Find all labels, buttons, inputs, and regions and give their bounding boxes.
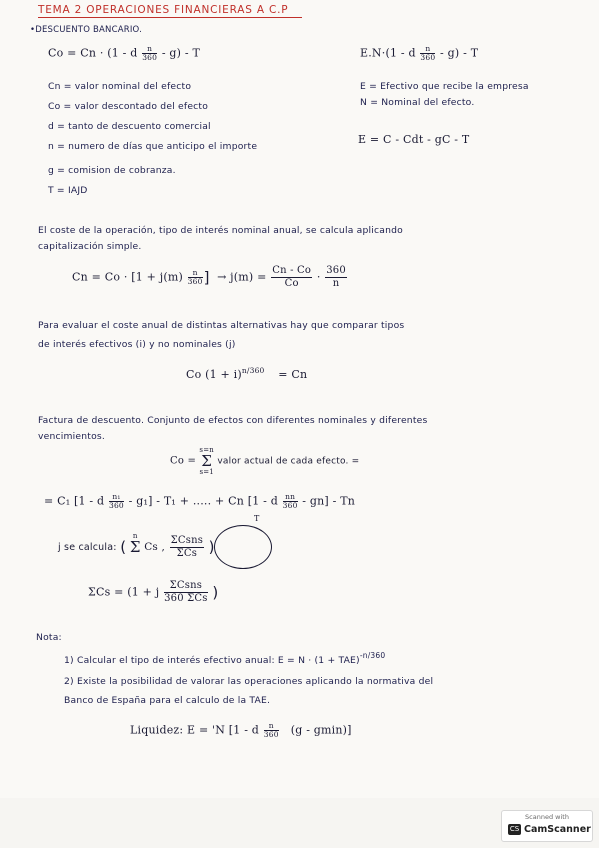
evaluar-paragraph-line2: de interés efectivos (i) y no nominales (j): [38, 339, 236, 350]
formula-liquidez: Liquidez: E = 'N [1 - d $\frac{n}{360}$ (g - gmin)]: [130, 721, 352, 739]
definition-t: T = IAJD: [48, 185, 88, 196]
definition-e: E = Efectivo que recibe la empresa: [360, 81, 529, 92]
definition-nominal: N = Nominal del efecto.: [360, 97, 475, 108]
section-heading-descuento: •DESCUENTO BANCARIO.: [30, 25, 143, 35]
factura-paragraph-line1: Factura de descuento. Conjunto de efectos con diferentes nominales y diferentes: [38, 415, 428, 426]
formula-co-sum: Co = s=n Σ s=1 valor actual de cada efecto. =: [170, 446, 360, 476]
formula-e-expanded: E = C - Cdt - gC - T: [358, 133, 470, 146]
scanned-with-label: Scanned with: [525, 813, 569, 821]
definition-g: g = comision de cobranza.: [48, 165, 176, 176]
factura-paragraph-line2: vencimientos.: [38, 431, 106, 442]
definition-cn: Cn = valor nominal del efecto: [48, 81, 192, 92]
nota-item-2-line1: 2) Existe la posibilidad de valorar las operaciones aplicando la normativa del: [64, 676, 434, 687]
page-title: TEMA 2 OPERACIONES FINANCIERAS A C.P: [38, 4, 289, 16]
t-mark: T: [254, 514, 260, 523]
coste-paragraph-line2: capitalización simple.: [38, 241, 142, 252]
formula-co-expanded: = C₁ [1 - d $\frac{\text{n₁}}{360}$ - g₁] - T₁ + ..... + Cn [1 - d $\frac{nn}{360}$ - gn] - Tn: [44, 492, 356, 510]
definition-co: Co = valor descontado del efecto: [48, 101, 209, 112]
definition-n: n = numero de días que anticipo el importe: [48, 141, 258, 152]
formula-sum-cs: ΣCs = (1 + j $\frac{\text{ΣCsns}}{\text{360 ΣCs}}$ ): [88, 580, 219, 604]
formula-cn-jm: Cn = Co · [1 + j(m) $\frac{n}{360}$ ] → j(m) = $\frac{Cn - Co}{Co}$ · $\frac{360}{n}$: [72, 265, 346, 289]
definition-d: d = tanto de descuento comercial: [48, 121, 211, 132]
camscanner-watermark: [501, 810, 593, 842]
formula-effective-rate: Co $(1 + i)^{n/360} = Cn$: [186, 366, 308, 381]
nota-item-1: 1) Calcular el tipo de interés efectivo anual: E = N · (1 + TAE)$^{-n/360}$: [64, 651, 386, 666]
title-underline: [38, 17, 302, 18]
formula-co: Co = Cn · (1 - d $\frac{n}{360}$ - g) - T: [48, 44, 201, 62]
camscanner-logo-icon: CS: [509, 825, 520, 833]
formula-e: E.N·(1 - d $\frac{n}{360}$ - g) - T: [360, 44, 479, 62]
camscanner-brand: CamScanner: [524, 824, 591, 835]
nota-heading: Nota:: [36, 632, 62, 643]
coste-paragraph-line1: El coste de la operación, tipo de interés nominal anual, se calcula aplicando: [38, 225, 403, 236]
nota-item-2-line2: Banco de España para el calculo de la TAE.: [64, 695, 271, 706]
formula-j-calc: j se calcula: ( n Σ Cs , $\frac{\text{ΣCsns}}{\text{ΣCs}}$ ): [58, 532, 215, 559]
evaluar-paragraph-line1: Para evaluar el coste anual de distintas alternativas hay que comparar tipos: [38, 320, 405, 331]
hand-drawn-circle: [214, 525, 272, 569]
